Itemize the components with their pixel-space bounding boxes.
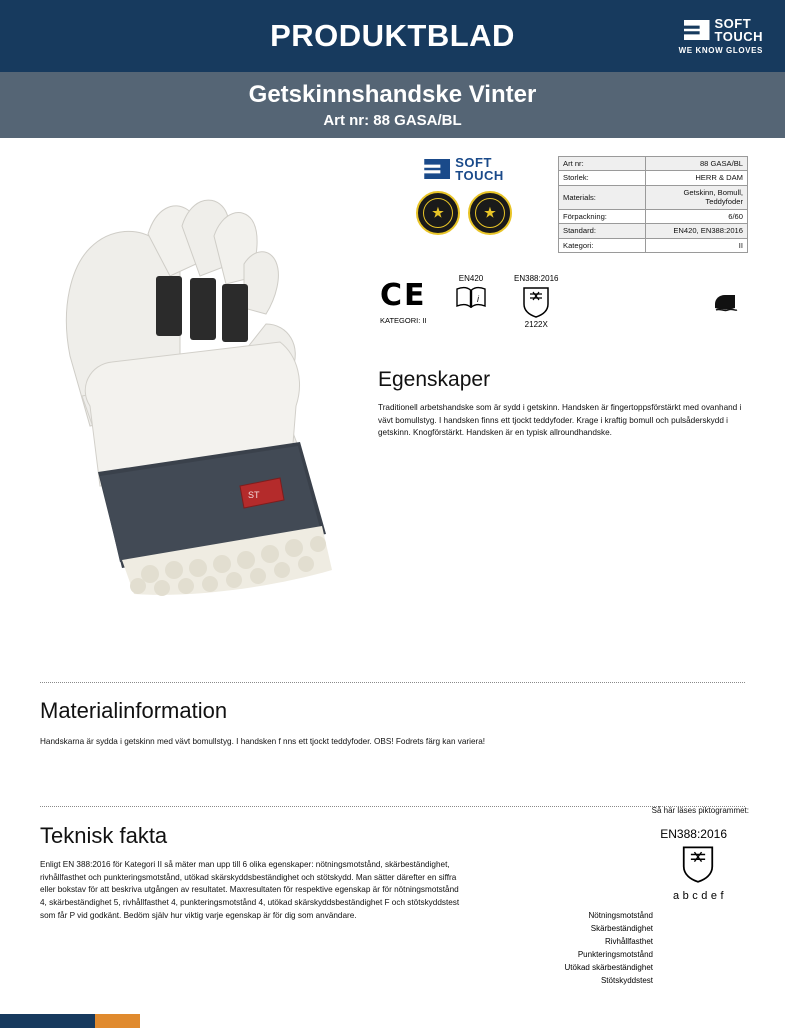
materialinformation-text: Handskarna är sydda i getskinn med vävt bomullstyg. I handsken f nns ett tjockt teddyfoder. OBS! Fodrets färg kan variera!: [40, 737, 486, 746]
soft-touch-mark-icon: [424, 159, 450, 179]
shield-icon: [522, 286, 550, 318]
legend-item: Nötningsmotstånd: [588, 911, 653, 920]
spec-value: Getskinn, Bomull, Teddyfoder: [645, 185, 747, 209]
teknisk-fakta-section: [40, 823, 460, 923]
divider-1: [40, 682, 745, 683]
soft-touch-mark-icon: [684, 20, 710, 40]
legend-item: Utökad skärbeständighet: [564, 962, 653, 972]
svg-text:i: i: [477, 294, 479, 304]
legend-item: Punkteringsmotstånd: [577, 949, 653, 959]
care-pictogram: [713, 292, 739, 314]
specification-table: [558, 156, 748, 253]
brand-line-2: TOUCH: [455, 168, 504, 183]
spec-value: 88 GASA/BL: [645, 157, 747, 171]
logo-tagline: WE KNOW GLOVES: [678, 46, 763, 55]
spec-key: Standard:: [559, 224, 646, 238]
en420-label: EN420: [458, 274, 484, 283]
teknisk-fakta-text: Enligt EN 388:2016 för Kategori II så mäter man upp till 6 olika egenskaper: nötningsmotstånd, skärbeständighet, rivhållfasthet och punkteringsmotstånd, utökad skärskyddsbeständighet och stötskydd. Man sätter därefter en siffra eller bokstav för att beskriva utgången av resultatet. Maxresultaten för respektive egenskap är för nötningsmotstånd 4, skärbeständighet 5, rivhållfasthet 4, punkteringsmotstånd 4, utökad skärskyddsbeständighet F och stötskyddstest som får P vid godkänt. Bedöm själv hur viktig varje egenskap är för dig som användare.: [40, 860, 460, 920]
product-subheader: [0, 72, 785, 138]
spec-key: Storlek:: [559, 171, 646, 185]
hand-wash-icon: [713, 292, 739, 314]
egenskaper-section: [378, 368, 746, 440]
ce-mark-icon: CE: [380, 278, 427, 313]
badge-glyph: ★: [432, 205, 444, 220]
en388-label: EN388:2016: [514, 274, 559, 283]
spec-key: Förpackning:: [559, 209, 646, 223]
product-photo: [30, 156, 370, 636]
egenskaper-text: Traditionell arbetshandske som är sydd i getskinn. Handsken är fingertoppsförstärkt med ovanhand i vävt bomullstyg. I handsken finns ett tjockt teddyfoder. Krage i kraftig bomull och pulsåderskydd i getskinn. Knogförstärkt. Handsken är en typisk allroundhandske.: [378, 403, 742, 438]
shield-icon: [681, 845, 715, 888]
spec-value: 6/60: [645, 209, 747, 223]
ce-mark-block: [380, 278, 427, 325]
legend-letter-e: e: [710, 890, 721, 902]
spec-key: Kategori:: [559, 238, 646, 252]
legend-item: Skärbeständighet: [590, 923, 653, 933]
footer-bar-orange: [95, 1014, 140, 1028]
footer-bar: [0, 1014, 785, 1028]
legend-letter-d: d: [701, 890, 711, 902]
table-row: [559, 171, 748, 185]
logo-line-1: SOFT: [714, 16, 752, 31]
piktogram-legend-items: [449, 910, 749, 988]
article-number: Art nr: 88 GASA/BL: [323, 112, 462, 129]
materialinformation-section: [40, 698, 745, 749]
en420-pictogram: [456, 274, 486, 308]
spec-key: Materials:: [559, 185, 646, 209]
pictogram-row: [378, 274, 748, 346]
brand-badge-group: [384, 156, 544, 235]
en388-code: 2122X: [524, 320, 548, 329]
footer-bar-blue: [0, 1014, 95, 1028]
spec-value: II: [645, 238, 747, 252]
ce-category-label: KATEGORI: II: [380, 316, 427, 325]
egenskaper-heading: Egenskaper: [378, 368, 491, 391]
product-name: Getskinnshandske Vinter: [248, 81, 537, 108]
quality-badge-left: [416, 191, 460, 235]
teknisk-fakta-heading: Teknisk fakta: [40, 823, 168, 848]
badge-glyph: ★: [484, 205, 496, 220]
piktogram-legend-standard: EN388:2016: [660, 827, 727, 841]
piktogram-legend: [449, 806, 749, 988]
legend-letter-b: b: [682, 890, 693, 902]
legend-letter-c: c: [692, 890, 702, 902]
logo-line-2: TOUCH: [714, 29, 763, 44]
spec-value: EN420, EN388:2016: [645, 224, 747, 238]
table-row: [559, 185, 748, 209]
svg-text:ST: ST: [248, 490, 260, 500]
piktogram-legend-title: Så här läses piktogrammet:: [651, 806, 749, 815]
legend-letter-f: f: [720, 890, 727, 902]
table-row: [559, 224, 748, 238]
table-row: [559, 209, 748, 223]
quality-badge-right: [468, 191, 512, 235]
en388-pictogram: [514, 274, 558, 329]
page-title: PRODUKTBLAD: [270, 18, 515, 53]
brand-logo-header: [643, 16, 763, 56]
page-header: [0, 0, 785, 72]
table-row: [559, 238, 748, 252]
book-icon: [456, 286, 486, 308]
legend-item: Rivhållfasthet: [604, 936, 653, 946]
footer-bar-white: [140, 1014, 785, 1028]
table-row: [559, 157, 748, 171]
piktogram-legend-letters: [449, 890, 727, 902]
spec-value: HERR & DAM: [645, 171, 747, 185]
brand-line-1: SOFT: [455, 155, 492, 170]
legend-letter-a: a: [672, 890, 683, 902]
materialinformation-heading: Materialinformation: [40, 698, 228, 723]
legend-item: Stötskyddstest: [600, 975, 653, 985]
glove-illustration-icon: [30, 156, 370, 636]
spec-key: Art nr:: [559, 157, 646, 171]
product-details-column: [378, 155, 748, 438]
